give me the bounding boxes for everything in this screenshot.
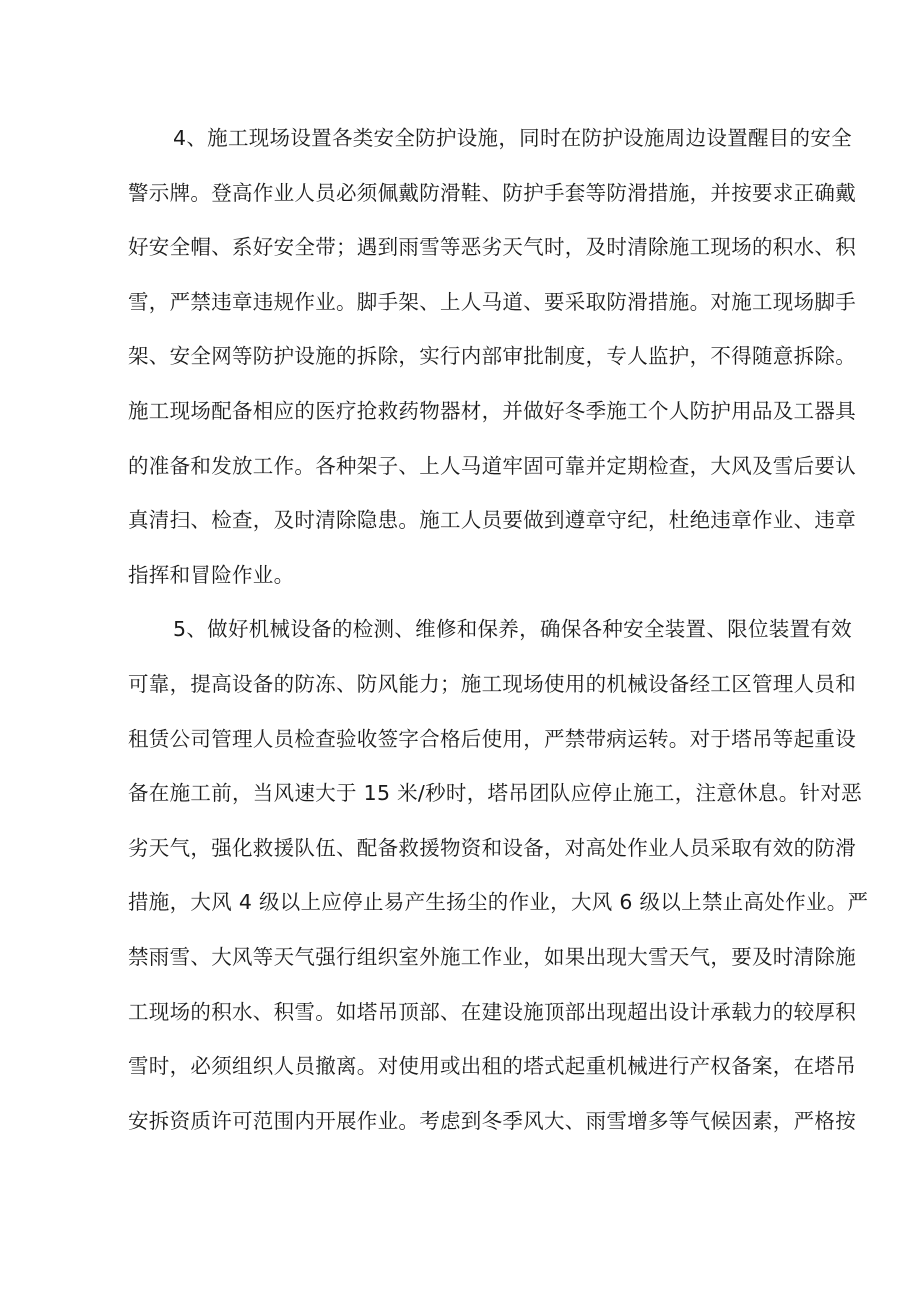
text-line: 的准备和发放工作。各种架子、上人马道牢固可靠并定期检查，大风及雪后要认 — [128, 453, 856, 478]
text-line: 工现场的积水、积雪。如塔吊顶部、在建设施顶部出现超出设计承载力的较厚积 — [128, 999, 856, 1024]
text-line: 备在施工前，当风速大于 15 米/秒时，塔吊团队应停止施工，注意休息。针对恶 — [128, 781, 862, 806]
document-body — [128, 118, 869, 1155]
text-line: 禁雨雪、大风等天气强行组织室外施工作业，如果出现大雪天气，要及时清除施 — [128, 944, 856, 969]
text-line: 安拆资质许可范围内开展作业。考虑到冬季风大、雨雪增多等气候因素，严格按 — [128, 1108, 856, 1133]
text-line: 4、施工现场设置各类安全防护设施，同时在防护设施周边设置醒目的安全 — [173, 126, 852, 150]
text-line: 雪，严禁违章违规作业。脚手架、上人马道、要采取防滑措施。对施工现场脚手 — [128, 289, 856, 314]
text-line: 指挥和冒险作业。 — [128, 562, 295, 587]
paragraph-4 — [128, 118, 856, 609]
text-line: 措施，大风 4 级以上应停止易产生扬尘的作业，大风 6 级以上禁止高处作业。严 — [128, 890, 869, 915]
text-line: 好安全帽、系好安全带；遇到雨雪等恶劣天气时，及时清除施工现场的积水、积 — [128, 235, 856, 260]
text-line: 可靠，提高设备的防冻、防风能力；施工现场使用的机械设备经工区管理人员和 — [128, 671, 856, 696]
text-line: 警示牌。登高作业人员必须佩戴防滑鞋、防护手套等防滑措施，并按要求正确戴 — [128, 180, 856, 205]
text-line: 真清扫、检查，及时清除隐患。施工人员要做到遵章守纪，杜绝违章作业、违章 — [128, 508, 856, 533]
text-line: 5、做好机械设备的检测、维修和保养，确保各种安全装置、限位装置有效 — [173, 617, 852, 642]
paragraph-5 — [128, 609, 869, 1155]
text-line: 雪时，必须组织人员撤离。对使用或出租的塔式起重机械进行产权备案，在塔吊 — [128, 1054, 856, 1079]
text-line: 架、安全网等防护设施的拆除，实行内部审批制度，专人监护，不得随意拆除。 — [128, 344, 856, 369]
text-line: 劣天气，强化救援队伍、配备救援物资和设备，对高处作业人员采取有效的防滑 — [128, 835, 856, 860]
text-line: 租赁公司管理人员检查验收签字合格后使用，严禁带病运转。对于塔吊等起重设 — [128, 726, 856, 751]
text-line: 施工现场配备相应的医疗抢救药物器材，并做好冬季施工个人防护用品及工器具 — [128, 398, 856, 423]
